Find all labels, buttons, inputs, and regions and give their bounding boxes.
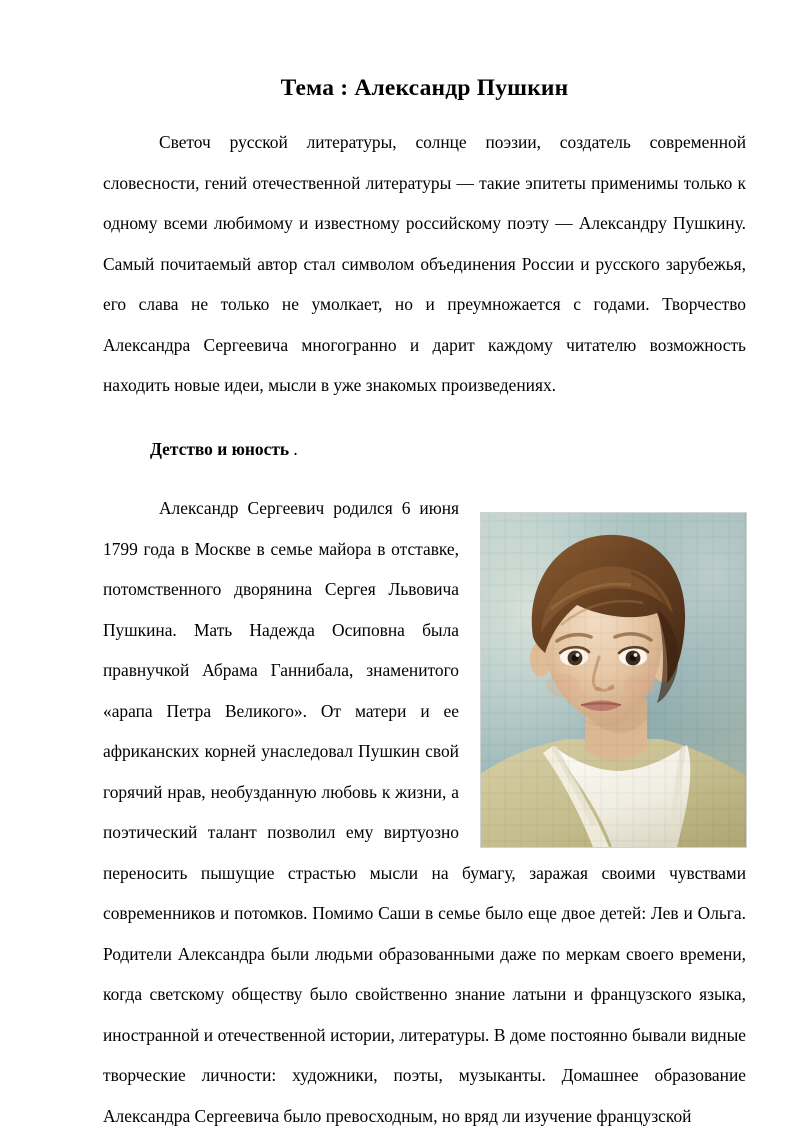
- paragraph-childhood: Александр Сергеевич родился 6 июня 1799 года в Москве в семье майора в отставке, потомственного дворянина Сергея Львовича Пушкина. Мать Надежда Осиповна была правнучкой Абрама Ганнибала, знаменитого «арапа Петра Великого». От матери и ее африканских корней унаследовал Пушкин свой горячий нрав, необузданную любовь к жизни, а поэтический талант позволил ему виртуозно переносить пышущие страстью мысли на бумагу, заражая своими чувствами современников и потомков. Помимо Саши в семье было еще двое детей: Лев и Ольга. Родители Александра были людьми образованными даже по меркам своего времени, когда светскому обществу было свойственно знание латыни и французского языка, иностранной и отечественной истории, литературы. В доме постоянно бывали видные творческие личности: художники, поэты, музыканты. Домашнее образование Александра Сергеевича было превосходным, но вряд ли изучение французской: [103, 498, 746, 1126]
- paragraph-intro: Светоч русской литературы, солнце поэзии, создатель современной словесности, гений отечественной литературы — такие эпитеты применимы только к одному всеми любимому и известному российскому поэту — Александру Пушкину. Самый почитаемый автор стал символом объединения России и русского зарубежья, его слава не только не умолкает, но и преумножается с годами. Творчество Александра Сергеевича многогранно и дарит каждому читателю возможность находить новые идеи, мысли в уже знакомых произведениях.: [103, 132, 746, 395]
- section-heading: [103, 406, 746, 470]
- page-title: Тема : Александр Пушкин: [280, 75, 569, 101]
- page-content: [103, 0, 746, 1131]
- portrait-illustration: [481, 513, 746, 847]
- section-heading-suffix: .: [293, 438, 298, 459]
- section-heading-text: Детство и юность: [150, 438, 290, 459]
- portrait-of-young-pushkin-image: [481, 513, 746, 847]
